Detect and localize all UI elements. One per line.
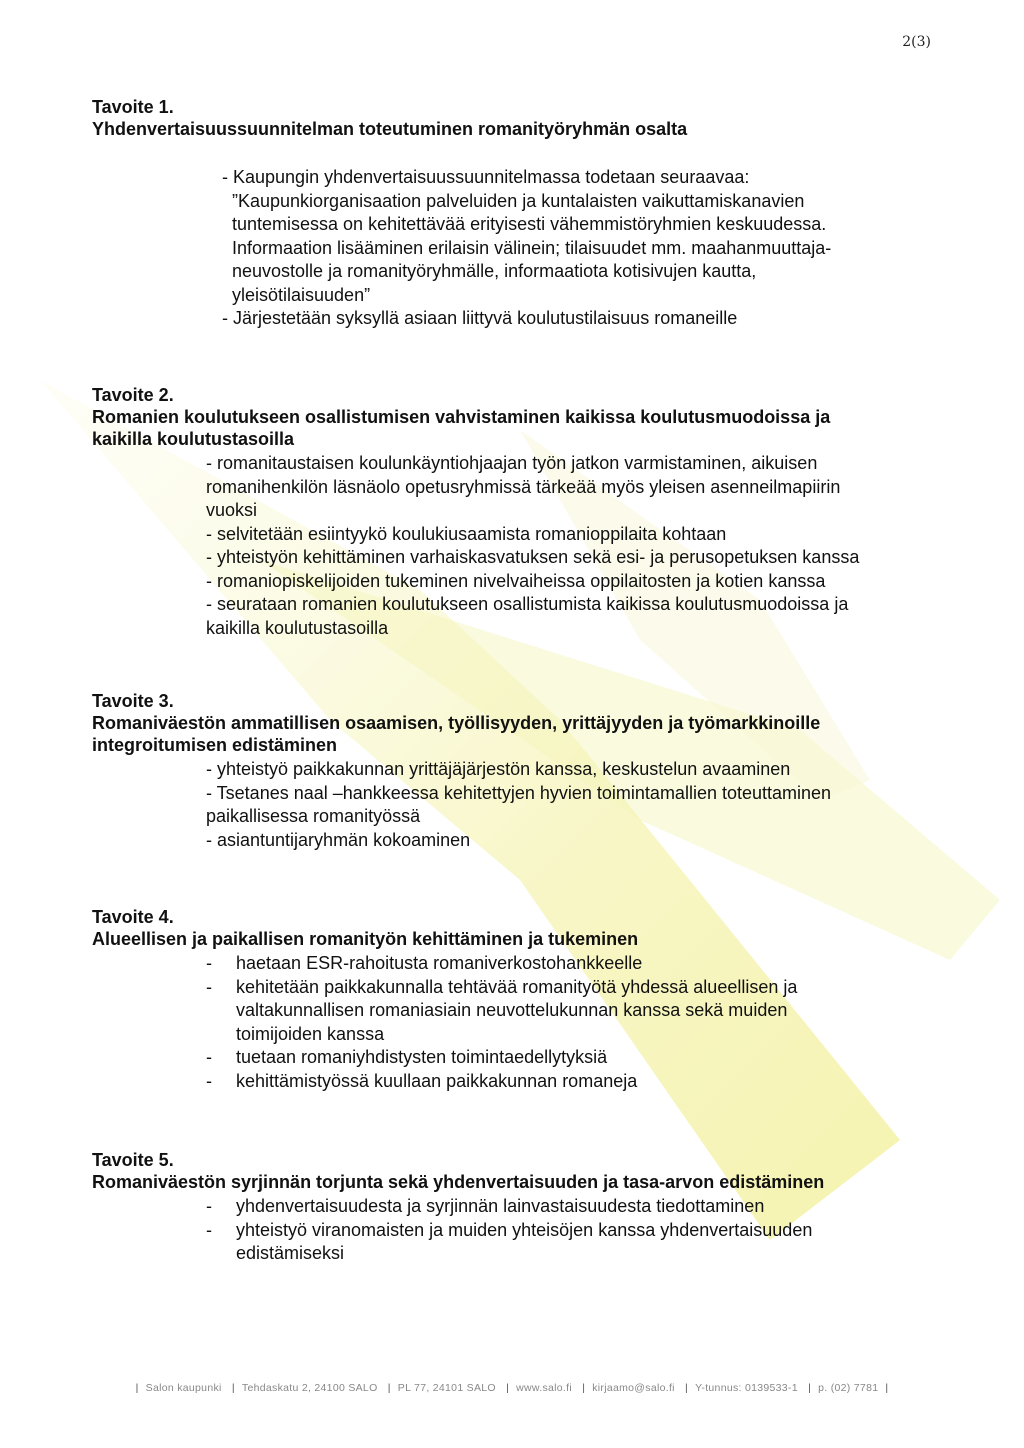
goal-label: Tavoite 1. <box>92 97 174 117</box>
list-item: - kehitetään paikkakunnalla tehtävää romanityötä yhdessä alueellisen ja <box>206 976 962 1000</box>
list-item: - yhdenvertaisuudesta ja syrjinnän lainvastaisuudesta tiedottaminen <box>206 1195 962 1219</box>
page-number: 2(3) <box>902 34 931 50</box>
list-item: yleisötilaisuuden” <box>232 284 371 305</box>
footer-phone: p. (02) 7781 <box>818 1382 879 1394</box>
dash-bullet: - <box>206 1196 212 1216</box>
list-item: kaikilla koulutustasoilla <box>206 617 389 638</box>
list-item: - yhteistyö viranomaisten ja muiden yhteisöjen kanssa yhdenvertaisuuden <box>206 1219 962 1243</box>
list-item: - yhteistyö paikkakunnan yrittäjäjärjestön kanssa, keskustelun avaaminen <box>206 759 791 779</box>
list-item: - Tsetanes naal –hankkeessa kehitettyjen hyvien toimintamallien toteuttaminen <box>206 782 832 803</box>
footer: | Salon kaupunki | Tehdaskatu 2, 24100 SALO | PL 77, 24101 SALO | www.salo.fi | kirjaamo@salo.fi | Y-tunnus: 0139533-1 | p. (02) 7781 | <box>135 1382 889 1394</box>
dash-bullet: - <box>206 976 212 997</box>
list-item: - kehittämistyössä kuullaan paikkakunnan romaneja <box>206 1070 962 1094</box>
dash-bullet: - <box>206 953 212 973</box>
goal-title-line: Romaniväestön ammatillisen osaamisen, työllisyyden, yrittäjyyden ja työmarkkinoille <box>92 713 821 733</box>
section-goal-4 <box>92 906 962 1093</box>
goal-3-list <box>206 758 962 852</box>
dash-bullet: - <box>206 1219 212 1240</box>
list-item: valtakunnallisen romaniasiain neuvottelukunnan kanssa sekä muiden <box>236 1000 788 1020</box>
list-item: neuvostolle ja romanityöryhmälle, informaatiota kotisivujen kautta, <box>232 261 757 281</box>
goal-4-list <box>206 952 962 1093</box>
list-item: paikallisessa romanityössä <box>206 806 421 826</box>
section-goal-2 <box>92 384 962 640</box>
dash-bullet: - <box>206 1047 212 1067</box>
list-item: vuoksi <box>206 500 258 520</box>
list-item: Informaation lisääminen erilaisin välinein; tilaisuudet mm. maahanmuuttaja- <box>232 237 832 258</box>
section-goal-3 <box>92 690 962 852</box>
footer-org: Salon kaupunki <box>145 1382 222 1394</box>
goal-label: Tavoite 3. <box>92 691 174 711</box>
list-item: - haetaan ESR-rahoitusta romaniverkostohankkeelle <box>206 952 962 976</box>
footer-street-address: Tehdaskatu 2, 24100 SALO <box>241 1382 378 1394</box>
goal-label: Tavoite 5. <box>92 1150 174 1170</box>
list-item: toimijoiden kanssa <box>236 1023 385 1044</box>
goal-title-line: integroitumisen edistäminen <box>92 735 338 755</box>
goal-title: Romaniväestön syrjinnän torjunta sekä yhdenvertaisuuden ja tasa-arvon edistäminen <box>92 1172 825 1192</box>
list-item: romanihenkilön läsnäolo opetusryhmissä tärkeää myös yleisen asenneilmapiirin <box>206 476 841 497</box>
section-goal-5 <box>92 1149 962 1266</box>
goal-title-line: kaikilla koulutustasoilla <box>92 429 295 449</box>
goal-5-list <box>206 1195 962 1266</box>
section-goal-1 <box>92 96 962 331</box>
footer-business-id: Y-tunnus: 0139533-1 <box>695 1382 798 1394</box>
goal-title: Alueellisen ja paikallisen romanityön kehittäminen ja tukeminen <box>92 929 639 949</box>
goal-1-list <box>222 166 962 331</box>
footer-email-link[interactable]: kirjaamo@salo.fi <box>592 1382 675 1394</box>
list-item: - Järjestetään syksyllä asiaan liittyvä koulutustilaisuus romaneille <box>222 308 738 328</box>
footer-website-link[interactable]: www.salo.fi <box>516 1382 572 1394</box>
list-item: - asiantuntijaryhmän kokoaminen <box>206 829 471 850</box>
list-item: - Kaupungin yhdenvertaisuussuunnitelmassa todetaan seuraavaa: <box>222 167 750 187</box>
footer-postal-address: PL 77, 24101 SALO <box>397 1382 496 1394</box>
goal-title: Yhdenvertaisuussuunnitelman toteutuminen romanityöryhmän osalta <box>92 119 688 139</box>
list-item: - tuetaan romaniyhdistysten toimintaedellytyksiä <box>206 1046 962 1070</box>
list-item: - romaniopiskelijoiden tukeminen nivelvaiheissa oppilaitosten ja kotien kanssa <box>206 570 826 591</box>
goal-title-line: Romanien koulutukseen osallistumisen vahvistaminen kaikissa koulutusmuodoissa ja <box>92 407 831 427</box>
goal-label: Tavoite 2. <box>92 385 174 405</box>
dash-bullet: - <box>206 1070 212 1091</box>
goal-2-list <box>206 452 962 640</box>
goal-label: Tavoite 4. <box>92 907 174 927</box>
list-item: tuntemisessa on kehitettävää erityisesti vähemmistöryhmien keskuudessa. <box>232 214 827 234</box>
list-item: - yhteistyön kehittäminen varhaiskasvatuksen sekä esi- ja perusopetuksen kanssa <box>206 547 860 567</box>
list-item: - seurataan romanien koulutukseen osallistumista kaikissa koulutusmuodoissa ja <box>206 594 849 614</box>
list-item: ”Kaupunkiorganisaation palveluiden ja kuntalaisten vaikuttamiskanavien <box>232 190 805 211</box>
list-item: edistämiseksi <box>236 1243 345 1263</box>
list-item: - selvitetään esiintyykö koulukiusaamista romanioppilaita kohtaan <box>206 523 727 544</box>
list-item: - romanitaustaisen koulunkäyntiohjaajan työn jatkon varmistaminen, aikuisen <box>206 453 818 473</box>
